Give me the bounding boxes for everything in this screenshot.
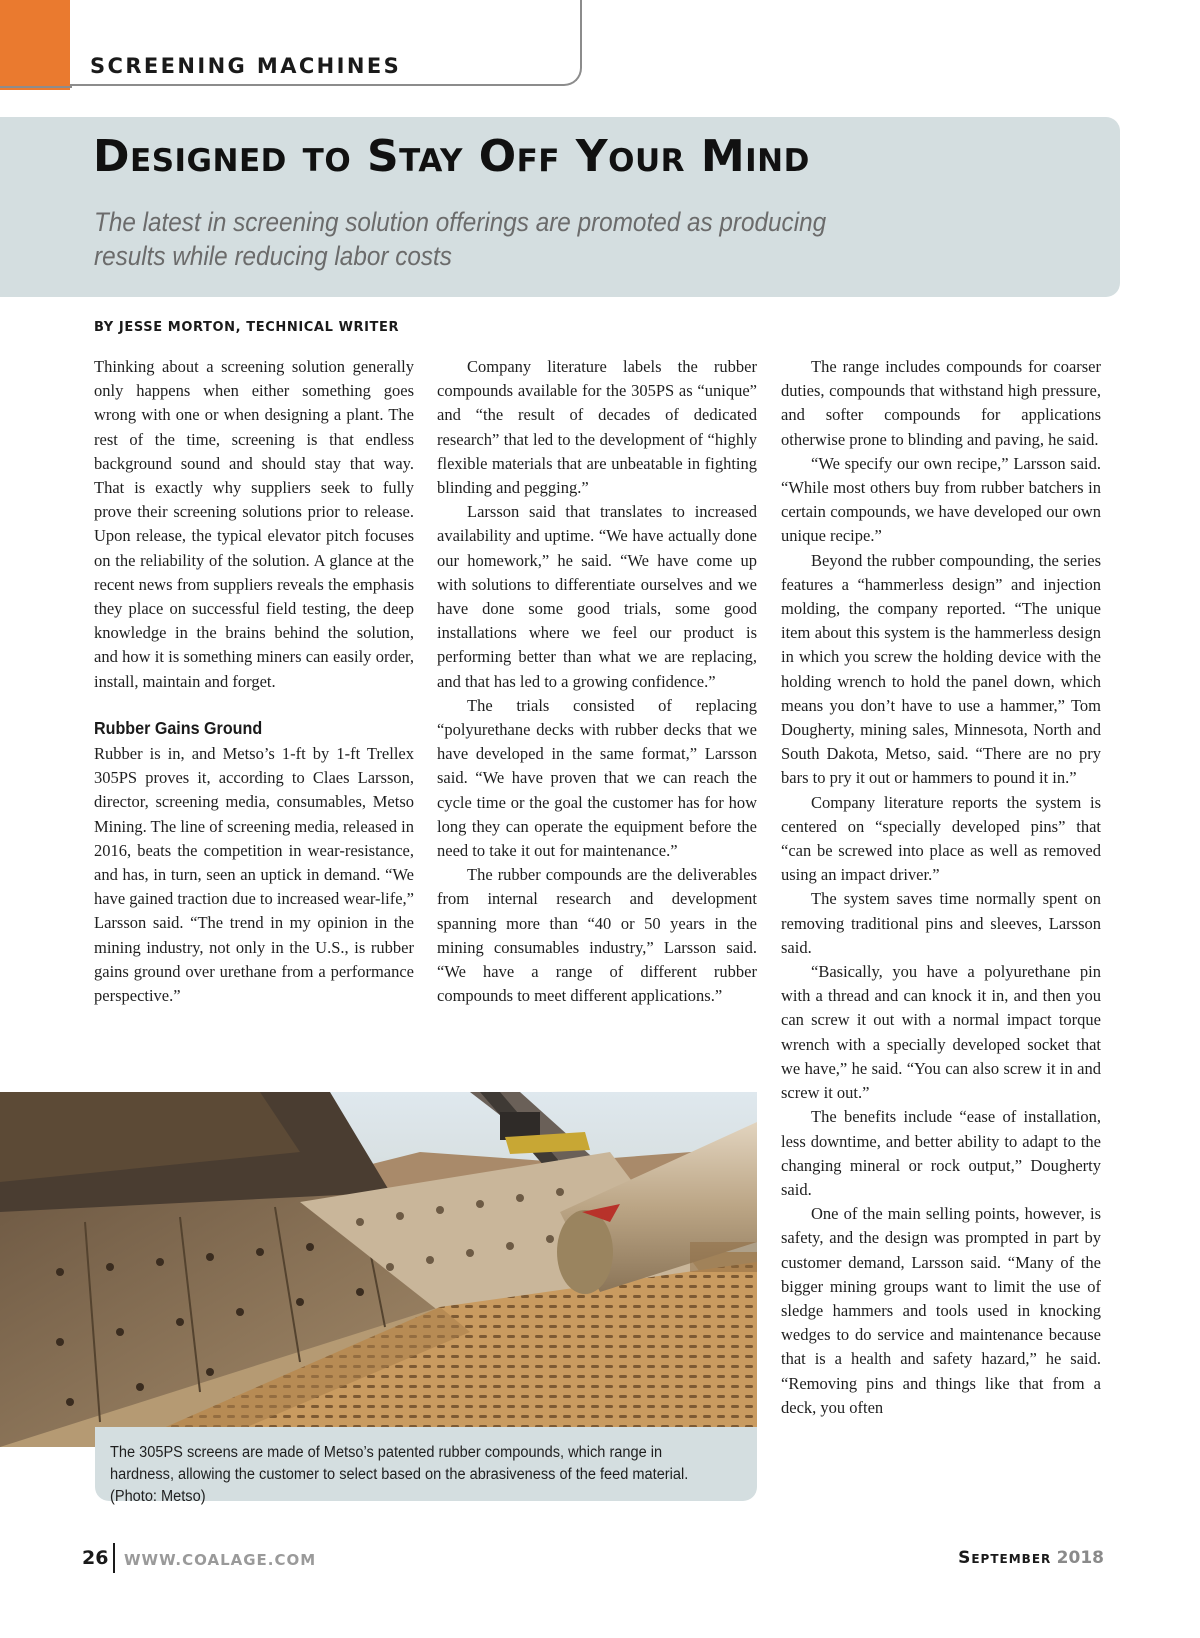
- footer-url: WWW.COALAGE.COM: [124, 1551, 317, 1569]
- byline: BY JESSE MORTON, TECHNICAL WRITER: [94, 320, 400, 335]
- paragraph: The rubber compounds are the deliverables from internal research and development spanning more than “40 or 50 years in the mining consumables industry,” Larsson said. “We have a range of different rubber compounds to meet different applications.”: [437, 865, 757, 1006]
- paragraph: One of the main selling points, however, is safety, and the design was prompted in part by customer demand, Larsson said. “Many of the bigger mining groups want to limit the use of sledge hammers and tools used in knocking wedges to do service and maintenance because that is a health and safety hazard,” he said. “Removing pins and things like that from a deck, you often: [781, 1204, 1101, 1417]
- section-label: SCREENING MACHINES: [90, 54, 402, 78]
- article-photo: [0, 1092, 757, 1447]
- issue-year: 2018: [1056, 1548, 1104, 1568]
- subheading: Rubber Gains Ground: [94, 717, 263, 738]
- paragraph: Thinking about a screening solution generally only happens when either something goes wrong with one or when designing a plant. The rest of the time, screening is that endless background sound and should stay that way. That is exactly why suppliers seek to fully prove their screening solutions prior to release. Upon release, the typical elevator pitch focuses on the reliability of the solution. A glance at the recent news from suppliers reveals the emphasis they place on successful field testing, the deep knowledge in the brains behind the solution, and how it is something miners can easily order, install, maintain and forget.: [94, 357, 414, 691]
- column-2: [437, 355, 757, 1008]
- paragraph: The trials consisted of replacing “polyurethane decks with rubber decks that we have developed in the same format,” Larsson said. “We have proven that we can reach the cycle time or the goal the customer has for how long they can operate the equipment before the need to take it out for maintenance.”: [437, 695, 757, 861]
- photo-caption: The 305PS screens are made of Metso’s patented rubber compounds, which range in hardness, allowing the customer to select based on the abrasiveness of the feed material. (Photo: Metso): [110, 1444, 689, 1505]
- paragraph: The system saves time normally spent on removing traditional pins and sleeves, Larsson said.: [781, 889, 1101, 957]
- section-accent-bar: [0, 0, 70, 90]
- column-1: [94, 355, 414, 1008]
- paragraph: “We specify our own recipe,” Larsson said. “While most others buy from rubber batchers in certain compounds, we have developed our own unique recipe.”: [781, 453, 1101, 546]
- article-title: Designed to Stay Off Your Mind: [93, 131, 810, 182]
- column-3: [781, 355, 1101, 1420]
- page-number: 26: [82, 1547, 109, 1569]
- paragraph: Larsson said that translates to increased availability and uptime. “We have actually done our homework,” he said. “We have come up with solutions to differentiate ourselves and we have done some good trials, some good installations where we feel our product is performing better than what we are replacing, and that has led to a growing confidence.”: [437, 502, 757, 691]
- footer-divider: [113, 1543, 115, 1573]
- paragraph: Company literature reports the system is centered on “specially developed pins” that “can be screwed into place as well as removed using an impact driver.”: [781, 792, 1101, 885]
- article-deck: The latest in screening solution offerings are promoted as producing results while reducing labor costs: [94, 207, 827, 271]
- paragraph: The range includes compounds for coarser duties, compounds that withstand high pressure, and softer compounds for applications otherwise prone to blinding and paving, he said.: [781, 357, 1101, 449]
- paragraph: Rubber is in, and Metso’s 1-ft by 1-ft Trellex 305PS proves it, according to Claes Larsson, director, screening media, consumables, Metso Mining. The line of screening media, released in 2016, beats the competition in wear-resistance, and has, in turn, seen an uptick in demand. “We have gained traction due to increased wear-life,” Larsson said. “The trend in my opinion in the mining industry, not only in the U.S., is rubber gains ground over urethane from a performance perspective.”: [94, 744, 414, 1006]
- issue-date: [958, 1548, 1104, 1568]
- issue-month: September: [958, 1548, 1052, 1568]
- paragraph: The benefits include “ease of installation, less downtime, and better ability to adapt to the changing mineral or rock output,” Dougherty said.: [781, 1107, 1101, 1199]
- screening-deck-photo: [0, 1092, 757, 1447]
- paragraph: Beyond the rubber compounding, the series features a “hammerless design” and injection molding, the company reported. “The unique item about this system is the hammerless design in which you screw the holding device with the holding wrench to hold the panel down, which means you don’t have to use a hammer,” Tom Dougherty, mining sales, Minnesota, North and South Dakota, Metso, said. “There are no pry bars to pry it out or hammers to pound it in.”: [781, 550, 1101, 788]
- paragraph: Company literature labels the rubber compounds available for the 305PS as “unique” and “the result of decades of dedicated research” that led to the development of “highly flexible materials that are unbeatable in fighting blinding and pegging.”: [437, 357, 757, 498]
- paragraph: “Basically, you have a polyurethane pin with a thread and can knock it in, and then you can screw it out with a normal impact torque wrench with a specially developed socket that we have,” he said. “You can also screw it in and screw it out.”: [781, 962, 1101, 1103]
- section-tab-rule: [0, 86, 72, 88]
